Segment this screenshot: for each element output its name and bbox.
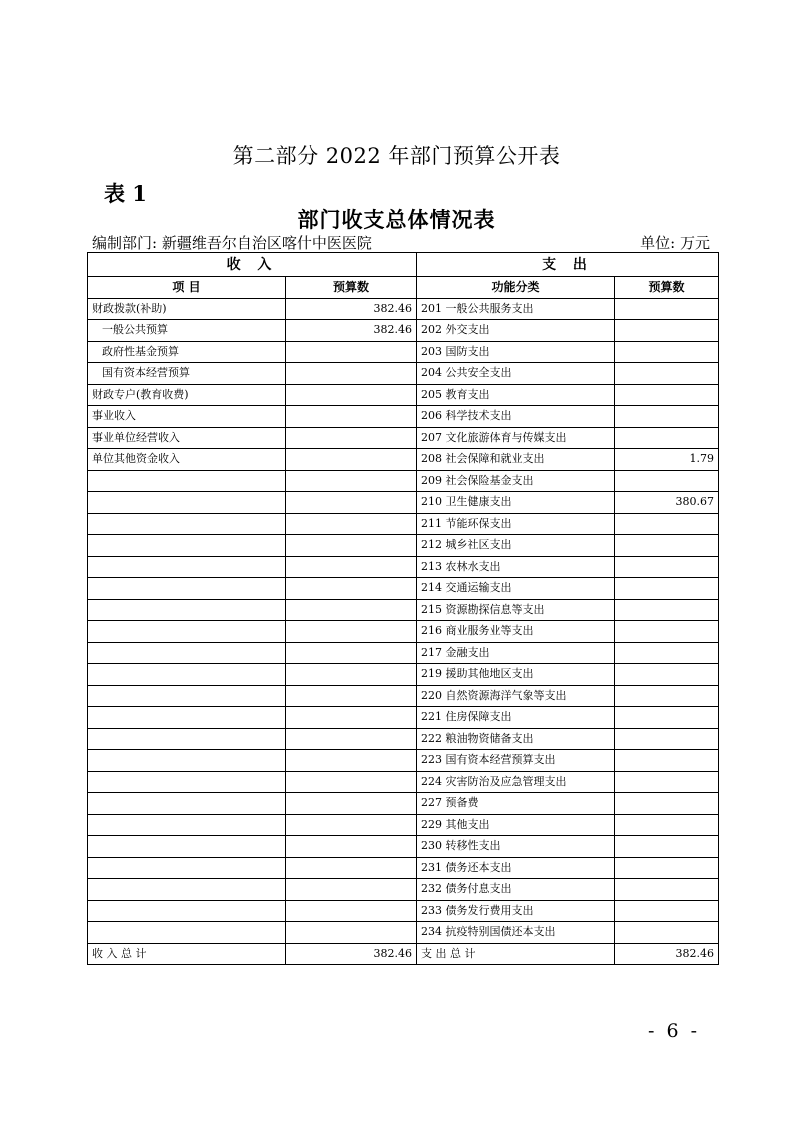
income-item-cell: 政府性基金预算 xyxy=(88,341,286,363)
expense-item-cell: 217 金融支出 xyxy=(417,642,615,664)
expense-item-cell: 211 节能环保支出 xyxy=(417,513,615,535)
income-item-cell xyxy=(88,836,286,858)
table-row xyxy=(88,814,719,836)
expense-value-cell xyxy=(615,556,719,578)
expense-value-cell xyxy=(615,406,719,428)
expense-value-cell xyxy=(615,513,719,535)
income-item-cell xyxy=(88,750,286,772)
part-title: 第二部分 2022 年部门预算公开表 xyxy=(232,144,561,168)
expense-value-cell: 1.79 xyxy=(615,449,719,471)
expense-item-cell: 215 资源勘探信息等支出 xyxy=(417,599,615,621)
income-item-cell xyxy=(88,685,286,707)
income-value-cell xyxy=(286,728,417,750)
income-value-cell xyxy=(286,750,417,772)
expense-value-cell xyxy=(615,793,719,815)
income-value-cell xyxy=(286,406,417,428)
total-expense-label: 支 出 总 计 xyxy=(417,943,615,965)
col-header-item: 项 目 xyxy=(88,277,286,299)
expense-item-cell: 222 粮油物资储备支出 xyxy=(417,728,615,750)
table-row xyxy=(88,492,719,514)
income-value-cell xyxy=(286,814,417,836)
expense-item-cell: 230 转移性支出 xyxy=(417,836,615,858)
table-row xyxy=(88,599,719,621)
income-item-cell: 国有资本经营预算 xyxy=(88,363,286,385)
expense-item-cell: 205 教育支出 xyxy=(417,384,615,406)
table-row xyxy=(88,836,719,858)
income-value-cell xyxy=(286,427,417,449)
expense-item-cell: 221 住房保障支出 xyxy=(417,707,615,729)
income-item-cell xyxy=(88,492,286,514)
income-value-cell xyxy=(286,492,417,514)
expense-value-cell xyxy=(615,664,719,686)
page-number: - 6 - xyxy=(648,1020,701,1042)
col-header-budget: 预算数 xyxy=(286,277,417,299)
table-row xyxy=(88,793,719,815)
income-item-cell xyxy=(88,535,286,557)
table-row xyxy=(88,750,719,772)
income-item-cell xyxy=(88,771,286,793)
expense-value-cell xyxy=(615,470,719,492)
expense-value-cell xyxy=(615,427,719,449)
table-row xyxy=(88,320,719,342)
income-value-cell xyxy=(286,793,417,815)
income-value-cell xyxy=(286,922,417,944)
income-value-cell xyxy=(286,836,417,858)
income-value-cell xyxy=(286,470,417,492)
table-row xyxy=(88,900,719,922)
expense-item-cell: 213 农林水支出 xyxy=(417,556,615,578)
table-row xyxy=(88,470,719,492)
income-item-cell xyxy=(88,707,286,729)
expense-item-cell: 214 交通运输支出 xyxy=(417,578,615,600)
table-row xyxy=(88,728,719,750)
income-item-cell: 单位其他资金收入 xyxy=(88,449,286,471)
income-value-cell xyxy=(286,900,417,922)
income-item-cell: 事业单位经营收入 xyxy=(88,427,286,449)
col-header-function: 功能分类 xyxy=(417,277,615,299)
income-item-cell: 财政专户(教育收费) xyxy=(88,384,286,406)
expense-value-cell xyxy=(615,320,719,342)
expense-value-cell xyxy=(615,363,719,385)
expense-item-cell: 203 国防支出 xyxy=(417,341,615,363)
table-row xyxy=(88,771,719,793)
income-item-cell xyxy=(88,578,286,600)
income-item-cell xyxy=(88,793,286,815)
income-value-cell xyxy=(286,642,417,664)
table-row xyxy=(88,922,719,944)
table-row xyxy=(88,578,719,600)
table-row xyxy=(88,664,719,686)
income-value-cell xyxy=(286,513,417,535)
income-value-cell xyxy=(286,599,417,621)
expense-value-cell xyxy=(615,578,719,600)
table-row xyxy=(88,879,719,901)
expense-item-cell: 231 债务还本支出 xyxy=(417,857,615,879)
total-expense-value: 382.46 xyxy=(615,943,719,965)
income-item-cell xyxy=(88,599,286,621)
income-item-cell: 财政拨款(补助) xyxy=(88,298,286,320)
table-row xyxy=(88,427,719,449)
total-row xyxy=(88,943,719,965)
expense-item-cell: 208 社会保障和就业支出 xyxy=(417,449,615,471)
income-item-cell: 一般公共预算 xyxy=(88,320,286,342)
table-number: 表 1 xyxy=(104,181,147,206)
expense-value-cell xyxy=(615,599,719,621)
expense-item-cell: 212 城乡社区支出 xyxy=(417,535,615,557)
income-item-cell xyxy=(88,642,286,664)
expense-value-cell xyxy=(615,771,719,793)
expense-value-cell xyxy=(615,900,719,922)
income-value-cell xyxy=(286,857,417,879)
expense-item-cell: 204 公共安全支出 xyxy=(417,363,615,385)
expense-value-cell xyxy=(615,836,719,858)
expense-value-cell xyxy=(615,728,719,750)
expense-item-cell: 201 一般公共服务支出 xyxy=(417,298,615,320)
column-header-row xyxy=(88,277,719,299)
expense-item-cell: 232 债务付息支出 xyxy=(417,879,615,901)
income-item-cell xyxy=(88,900,286,922)
expense-value-cell xyxy=(615,857,719,879)
total-income-label: 收 入 总 计 xyxy=(88,943,286,965)
col-header-budget-2: 预算数 xyxy=(615,277,719,299)
expense-value-cell xyxy=(615,922,719,944)
expense-item-cell: 206 科学技术支出 xyxy=(417,406,615,428)
org-label: 编制部门: 新疆维吾尔自治区喀什中医医院 xyxy=(92,234,372,252)
table-row xyxy=(88,406,719,428)
income-value-cell xyxy=(286,535,417,557)
expense-item-cell: 207 文化旅游体育与传媒支出 xyxy=(417,427,615,449)
expense-value-cell xyxy=(615,707,719,729)
table-row xyxy=(88,642,719,664)
expense-item-cell: 210 卫生健康支出 xyxy=(417,492,615,514)
income-value-cell xyxy=(286,879,417,901)
income-item-cell xyxy=(88,728,286,750)
table-row xyxy=(88,384,719,406)
group-header-row xyxy=(88,253,719,277)
income-value-cell xyxy=(286,664,417,686)
income-item-cell xyxy=(88,922,286,944)
table-row xyxy=(88,556,719,578)
table-row xyxy=(88,298,719,320)
income-value-cell xyxy=(286,771,417,793)
table-row xyxy=(88,341,719,363)
income-item-cell xyxy=(88,621,286,643)
income-value-cell xyxy=(286,363,417,385)
meta-row xyxy=(92,232,710,252)
expense-item-cell: 223 国有资本经营预算支出 xyxy=(417,750,615,772)
income-value-cell: 382.46 xyxy=(286,320,417,342)
income-item-cell xyxy=(88,814,286,836)
expense-value-cell xyxy=(615,384,719,406)
table-row xyxy=(88,685,719,707)
income-value-cell xyxy=(286,578,417,600)
expense-value-cell xyxy=(615,685,719,707)
expense-item-cell: 220 自然资源海洋气象等支出 xyxy=(417,685,615,707)
table-row xyxy=(88,363,719,385)
expense-value-cell xyxy=(615,879,719,901)
budget-table-body xyxy=(88,298,719,943)
income-value-cell: 382.46 xyxy=(286,298,417,320)
expense-item-cell: 233 债务发行费用支出 xyxy=(417,900,615,922)
income-value-cell xyxy=(286,556,417,578)
expense-item-cell: 229 其他支出 xyxy=(417,814,615,836)
expense-value-cell xyxy=(615,814,719,836)
table-row xyxy=(88,857,719,879)
income-value-cell xyxy=(286,384,417,406)
income-item-cell xyxy=(88,470,286,492)
income-value-cell xyxy=(286,707,417,729)
table-row xyxy=(88,535,719,557)
expense-item-cell: 227 预备费 xyxy=(417,793,615,815)
expense-value-cell xyxy=(615,535,719,557)
table-row xyxy=(88,513,719,535)
expense-value-cell xyxy=(615,341,719,363)
income-value-cell xyxy=(286,621,417,643)
expense-item-cell: 234 抗疫特别国债还本支出 xyxy=(417,922,615,944)
expense-value-cell xyxy=(615,750,719,772)
income-item-cell xyxy=(88,857,286,879)
income-item-cell xyxy=(88,513,286,535)
income-value-cell xyxy=(286,685,417,707)
unit-label: 单位: 万元 xyxy=(640,234,710,252)
expense-value-cell xyxy=(615,298,719,320)
budget-table xyxy=(87,252,719,965)
expense-item-cell: 209 社会保险基金支出 xyxy=(417,470,615,492)
table-row xyxy=(88,621,719,643)
income-item-cell xyxy=(88,556,286,578)
income-item-cell: 事业收入 xyxy=(88,406,286,428)
table-row xyxy=(88,707,719,729)
expense-group-header: 支 出 xyxy=(417,253,719,277)
income-group-header: 收 入 xyxy=(88,253,417,277)
expense-item-cell: 202 外交支出 xyxy=(417,320,615,342)
total-income-value: 382.46 xyxy=(286,943,417,965)
expense-item-cell: 224 灾害防治及应急管理支出 xyxy=(417,771,615,793)
expense-item-cell: 219 援助其他地区支出 xyxy=(417,664,615,686)
expense-item-cell: 216 商业服务业等支出 xyxy=(417,621,615,643)
table-row xyxy=(88,449,719,471)
income-item-cell xyxy=(88,664,286,686)
expense-value-cell: 380.67 xyxy=(615,492,719,514)
income-value-cell xyxy=(286,341,417,363)
income-value-cell xyxy=(286,449,417,471)
expense-value-cell xyxy=(615,621,719,643)
table-title: 部门收支总体情况表 xyxy=(297,207,496,232)
income-item-cell xyxy=(88,879,286,901)
expense-value-cell xyxy=(615,642,719,664)
